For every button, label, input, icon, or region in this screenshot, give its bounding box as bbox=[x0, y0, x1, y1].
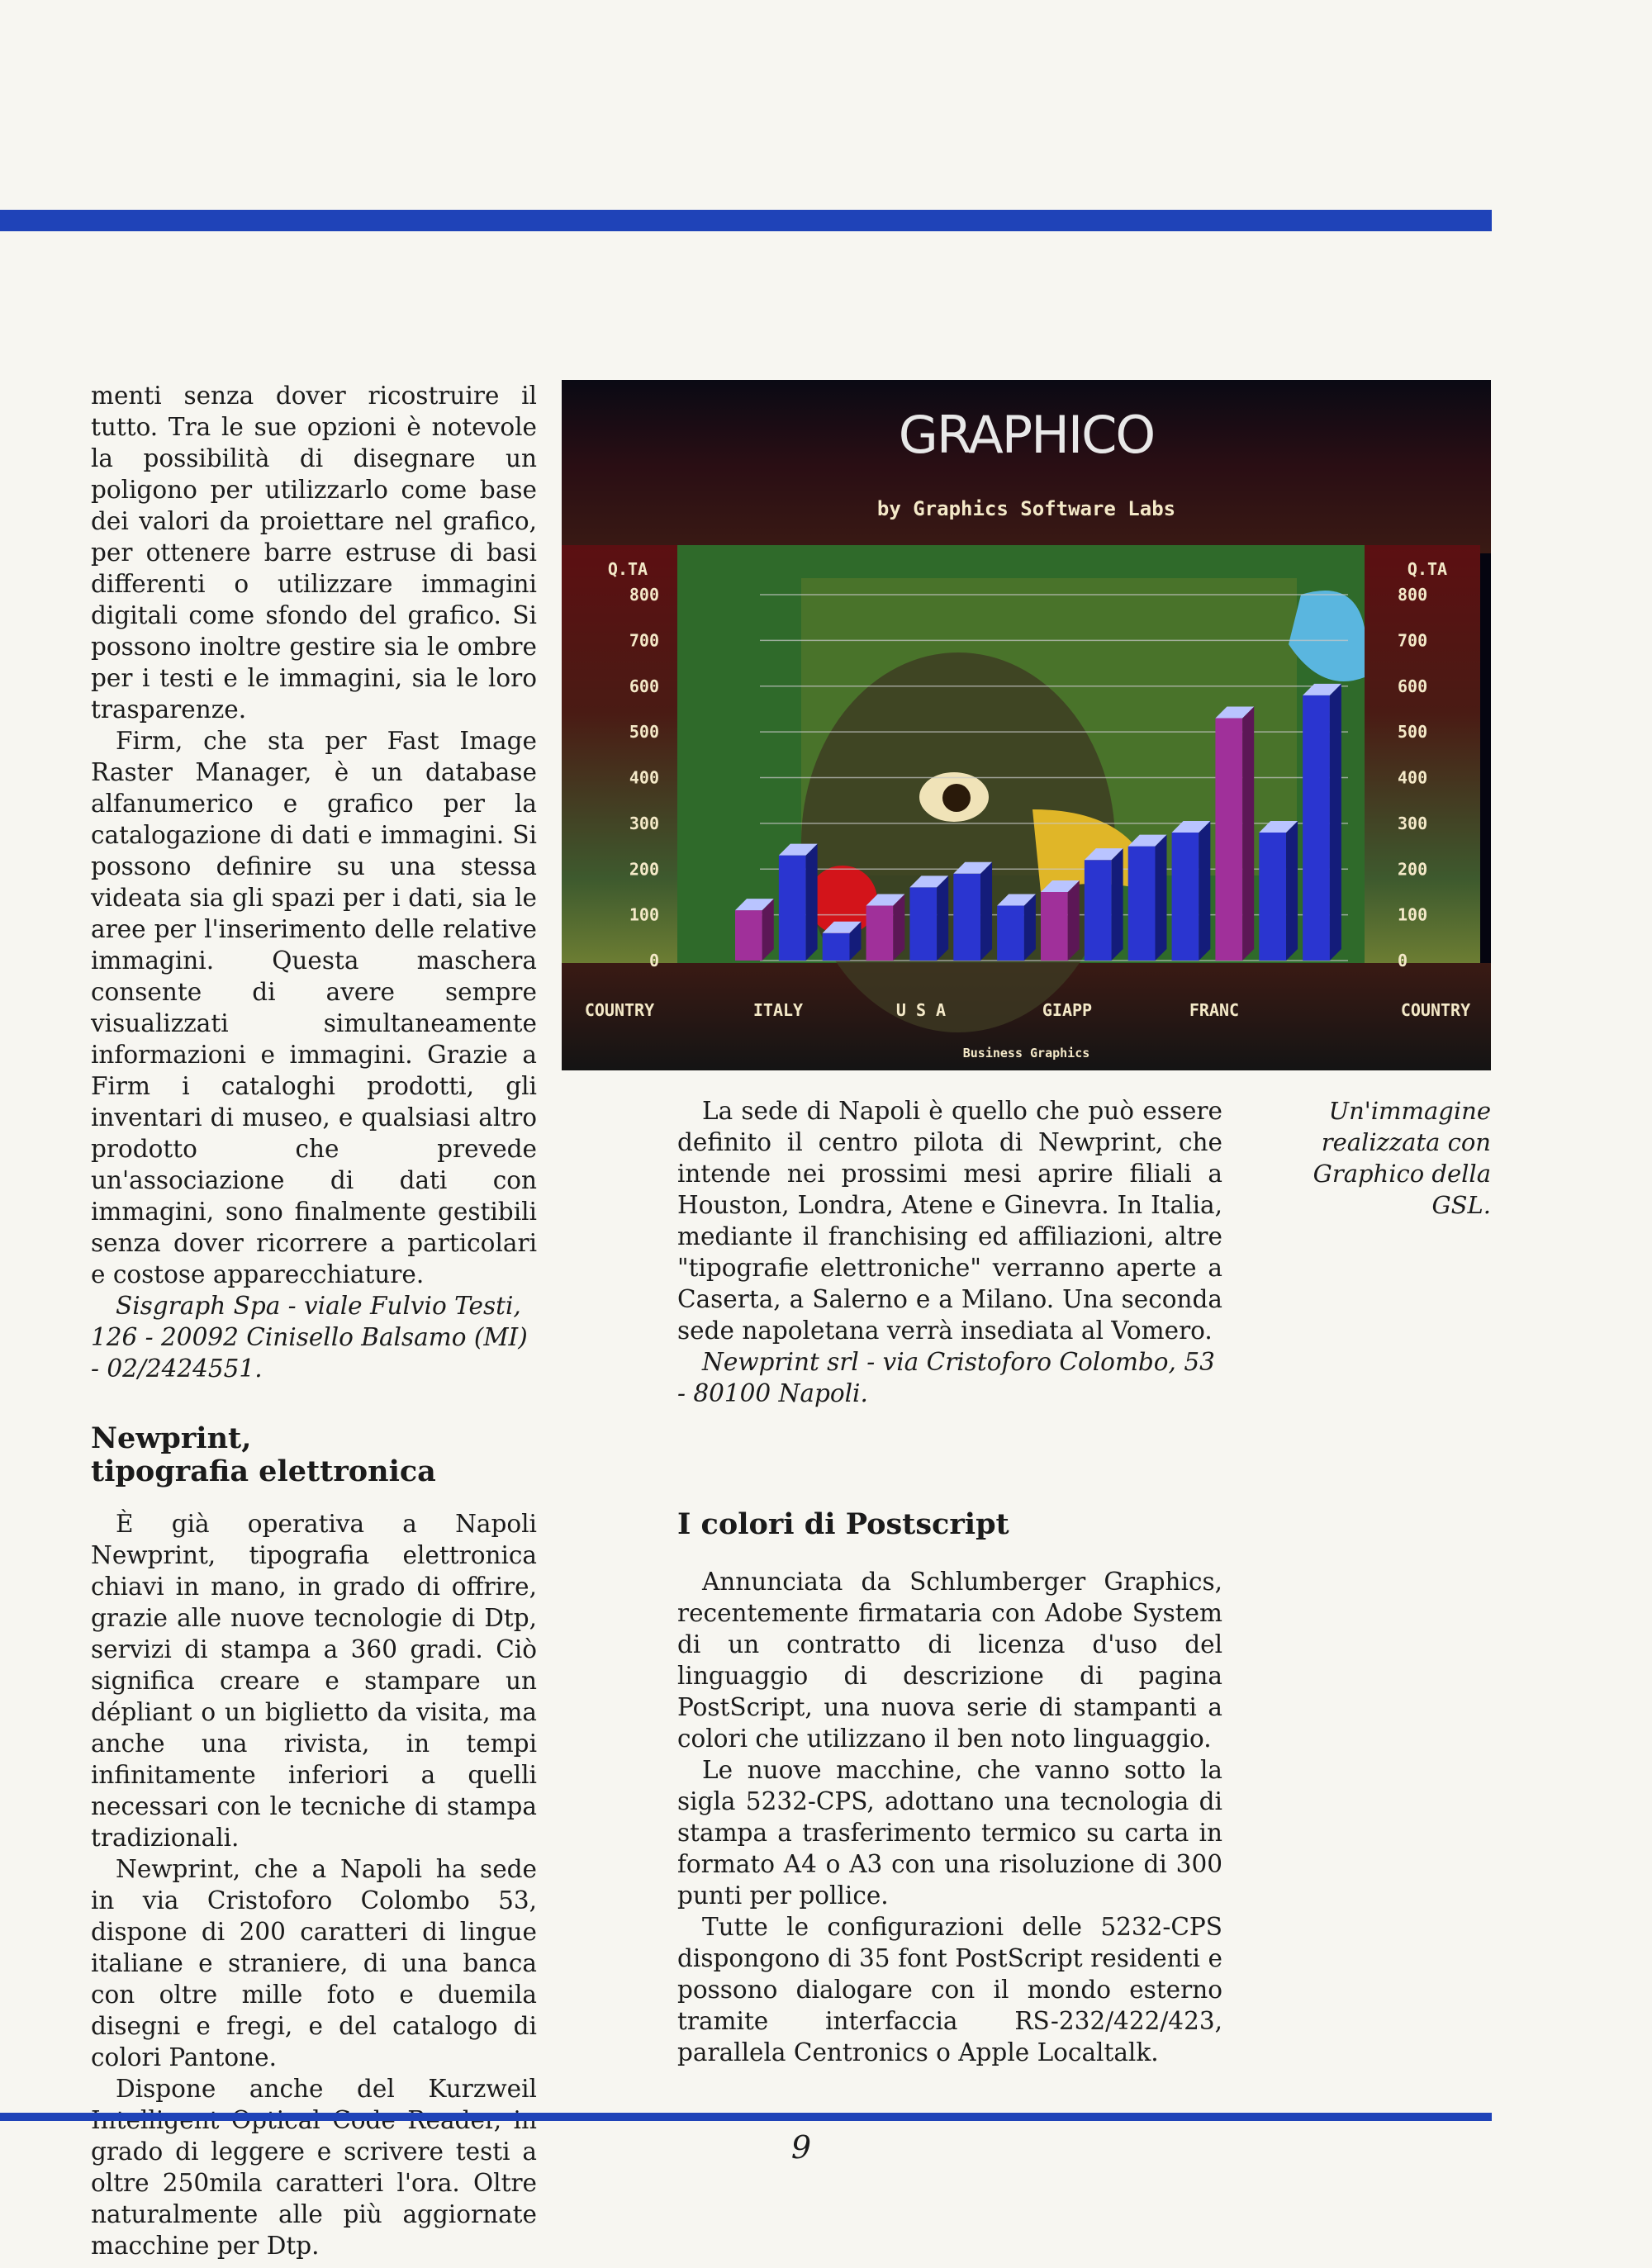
chart-title: GRAPHICO bbox=[898, 405, 1155, 465]
graphico-chart-image bbox=[562, 380, 1491, 1070]
x-axis-label-left: COUNTRY bbox=[584, 1000, 655, 1020]
bottom-rule bbox=[0, 2113, 1492, 2121]
y-tick-label-left: 700 bbox=[629, 630, 659, 651]
x-category-label: U S A bbox=[895, 1000, 947, 1020]
bar bbox=[866, 906, 894, 961]
y-tick-label-right: 800 bbox=[1398, 585, 1428, 605]
bar-side bbox=[937, 875, 948, 961]
paragraph: Newprint, che a Napoli ha sede in via Cristoforo Colombo 53, dispone di 200 caratteri di lingue italiane e straniere, di una banca con oltre mille foto e duemila disegni e fregi, e del catalogo di colori Pantone. bbox=[91, 1855, 537, 2071]
bar bbox=[1215, 719, 1242, 961]
y-tick-label-left: 100 bbox=[629, 904, 659, 925]
column-2-top bbox=[677, 1095, 1222, 1409]
postscript-body bbox=[677, 1566, 1222, 2068]
paragraph: Le nuove macchine, che vanno sotto la sigla 5232-CPS, adottano una tecnologia di stampa a trasferimento termico su carta in formato A4 o A3 con una risoluzione di 300 punti per pollice. bbox=[677, 1756, 1222, 1910]
heading-line: Newprint, bbox=[91, 1421, 252, 1455]
top-rule bbox=[0, 210, 1492, 231]
paragraph: Dispone anche del Kurzweil grado di leggere e scrivere testi a oltre 250mila caratteri l'ora. Oltre naturalmente alle più aggiornate macchine per Dtp. bbox=[91, 2075, 537, 2260]
paragraph: Tutte le configurazioni delle 5232-CPS dispongono di 35 font PostScript residenti e possono dialogare con il mondo esterno tramite interfaccia RS-232/422/423, parallela Centronics o Apple Localtalk. bbox=[677, 1913, 1222, 2066]
y-tick-label-right: 500 bbox=[1398, 722, 1428, 743]
bar-side bbox=[893, 894, 904, 961]
x-category-label: ITALY bbox=[752, 1000, 804, 1020]
paragraph: menti senza dover ricostruire il tutto. Tra le sue opzioni è notevole la possibilità di disegnare un poligono per utilizzarlo come base dei valori da proiettare nel grafico, per ottenere barre estruse di basi differenti o utilizzare immagini digitali come sfondo del grafico. Si possono inoltre gestire sia le ombre per i testi e le immagini, sia le loro trasparenze. bbox=[91, 382, 537, 724]
paragraph: È già operativa a Napoli Newprint, tipografia elettronica chiavi in mano, in grado di offrire, grazie alle nuove tecnologie di Dtp, servizi di stampa a 360 gradi. Ciò significa creare e stampare un dépliant o un biglietto da visita, ma anche una rivista, in tempi infinitamente inferiori a quelli necessari con le tecniche di stampa tradizionali. bbox=[91, 1510, 537, 1852]
bar-side bbox=[806, 844, 818, 961]
image-caption: Un'immagine realizzata con Graphico della GSL. bbox=[1313, 1097, 1491, 1219]
bar-side bbox=[1242, 707, 1254, 961]
y-tick-label-right: 200 bbox=[1398, 859, 1428, 880]
paragraph: Firm, che sta per Fast Image Raster Manager, è un database alfanumerico e grafico per la catalogazione di dati e immagini. Si possono definire su una stessa videata sia gli spazi per i dati, sia le aree per l'inserimento delle relative immagini. Questa maschera consente di avere sempre visualizzati simultaneamente informazioni e immagini. Grazie a Firm i cataloghi prodotti, gli inventari di museo, e qualsiasi altro prodotto che prevede un'associazione di dati con immagini, sono finalmente gestibili senza dover ricorrere a particolari e costose apparecchiature. bbox=[91, 727, 537, 1288]
bar-side bbox=[1199, 821, 1210, 961]
newprint-heading bbox=[91, 1422, 553, 1488]
heading-line: tipografia elettronica bbox=[91, 1454, 436, 1488]
postscript-heading: I colori di Postscript bbox=[677, 1507, 1009, 1541]
bar bbox=[1041, 892, 1068, 961]
chart-subtitle: by Graphics Software Labs bbox=[876, 497, 1176, 520]
bar-side bbox=[1330, 684, 1341, 961]
bar bbox=[735, 910, 762, 961]
column-1-top bbox=[91, 380, 537, 1384]
bar bbox=[779, 856, 806, 961]
bar bbox=[953, 874, 980, 961]
y-tick-label-right: 0 bbox=[1398, 951, 1408, 970]
paragraph: La sede di Napoli è quello che può essere definito il centro pilota di Newprint, che intende nei prossimi mesi aprire filiali a Houston, Londra, Atene e Ginevra. In Italia, mediante il franchising ed affiliazioni, altre "tipografie elettroniche" verranno aperte a Caserta, a Salerno e a Milano. Una seconda sede napoletana verrà insediata al Vomero. bbox=[677, 1097, 1222, 1345]
y-tick-label-left: 0 bbox=[648, 951, 659, 970]
address: Newprint srl - via Cristoforo Colombo, 53 - 80100 Napoli. bbox=[677, 1348, 1215, 1407]
bar-side bbox=[1286, 821, 1298, 961]
x-category-label: GIAPP bbox=[1042, 1000, 1093, 1020]
y-tick-label-left: 500 bbox=[629, 722, 659, 743]
chart-plot bbox=[562, 380, 1491, 1070]
bar-side bbox=[1068, 880, 1080, 961]
y-tick-label-right: 100 bbox=[1398, 904, 1428, 925]
bar-side bbox=[1155, 835, 1166, 961]
y-tick-label-left: 300 bbox=[629, 813, 659, 833]
bar bbox=[823, 933, 850, 961]
y-tick-label-left: 800 bbox=[629, 585, 659, 605]
bar bbox=[1172, 833, 1199, 961]
bar-side bbox=[1112, 848, 1123, 961]
y-tick-label-right: 400 bbox=[1398, 767, 1428, 788]
y-axis-label-right: Q.TA bbox=[1407, 559, 1448, 579]
y-axis-label-left: Q.TA bbox=[607, 559, 648, 579]
bar bbox=[997, 906, 1024, 961]
newprint-body bbox=[91, 1508, 537, 2261]
bar bbox=[1303, 695, 1330, 961]
x-category-label: FRANC bbox=[1189, 1000, 1240, 1020]
chart-footer: Business Graphics bbox=[962, 1046, 1090, 1060]
page-number: 9 bbox=[790, 2129, 812, 2166]
bar bbox=[1259, 833, 1286, 961]
y-tick-label-left: 200 bbox=[629, 859, 659, 880]
paragraph: Annunciata da Schlumberger Graphics, recentemente firmataria con Adobe System di un contratto di licenza d'uso del linguaggio di descrizione di pagina PostScript, una nuova serie di stampanti a colori che utilizzano il ben noto linguaggio. bbox=[677, 1568, 1222, 1753]
bar bbox=[1128, 847, 1156, 961]
y-tick-label-left: 600 bbox=[629, 676, 659, 696]
y-tick-label-left: 400 bbox=[629, 767, 659, 788]
x-axis-label-right: COUNTRY bbox=[1400, 1000, 1471, 1020]
address: Sisgraph Spa - viale Fulvio Testi, 126 - 20092 Cinisello Balsamo (MI) - 02/2424551. bbox=[91, 1292, 528, 1383]
y-tick-label-right: 600 bbox=[1398, 676, 1428, 696]
bar bbox=[909, 887, 937, 961]
bar bbox=[1085, 860, 1112, 961]
eagle-eye bbox=[942, 784, 971, 812]
y-tick-label-right: 300 bbox=[1398, 813, 1428, 833]
bar-side bbox=[980, 862, 992, 961]
bar-side bbox=[1024, 894, 1036, 961]
y-tick-label-right: 700 bbox=[1398, 630, 1428, 651]
